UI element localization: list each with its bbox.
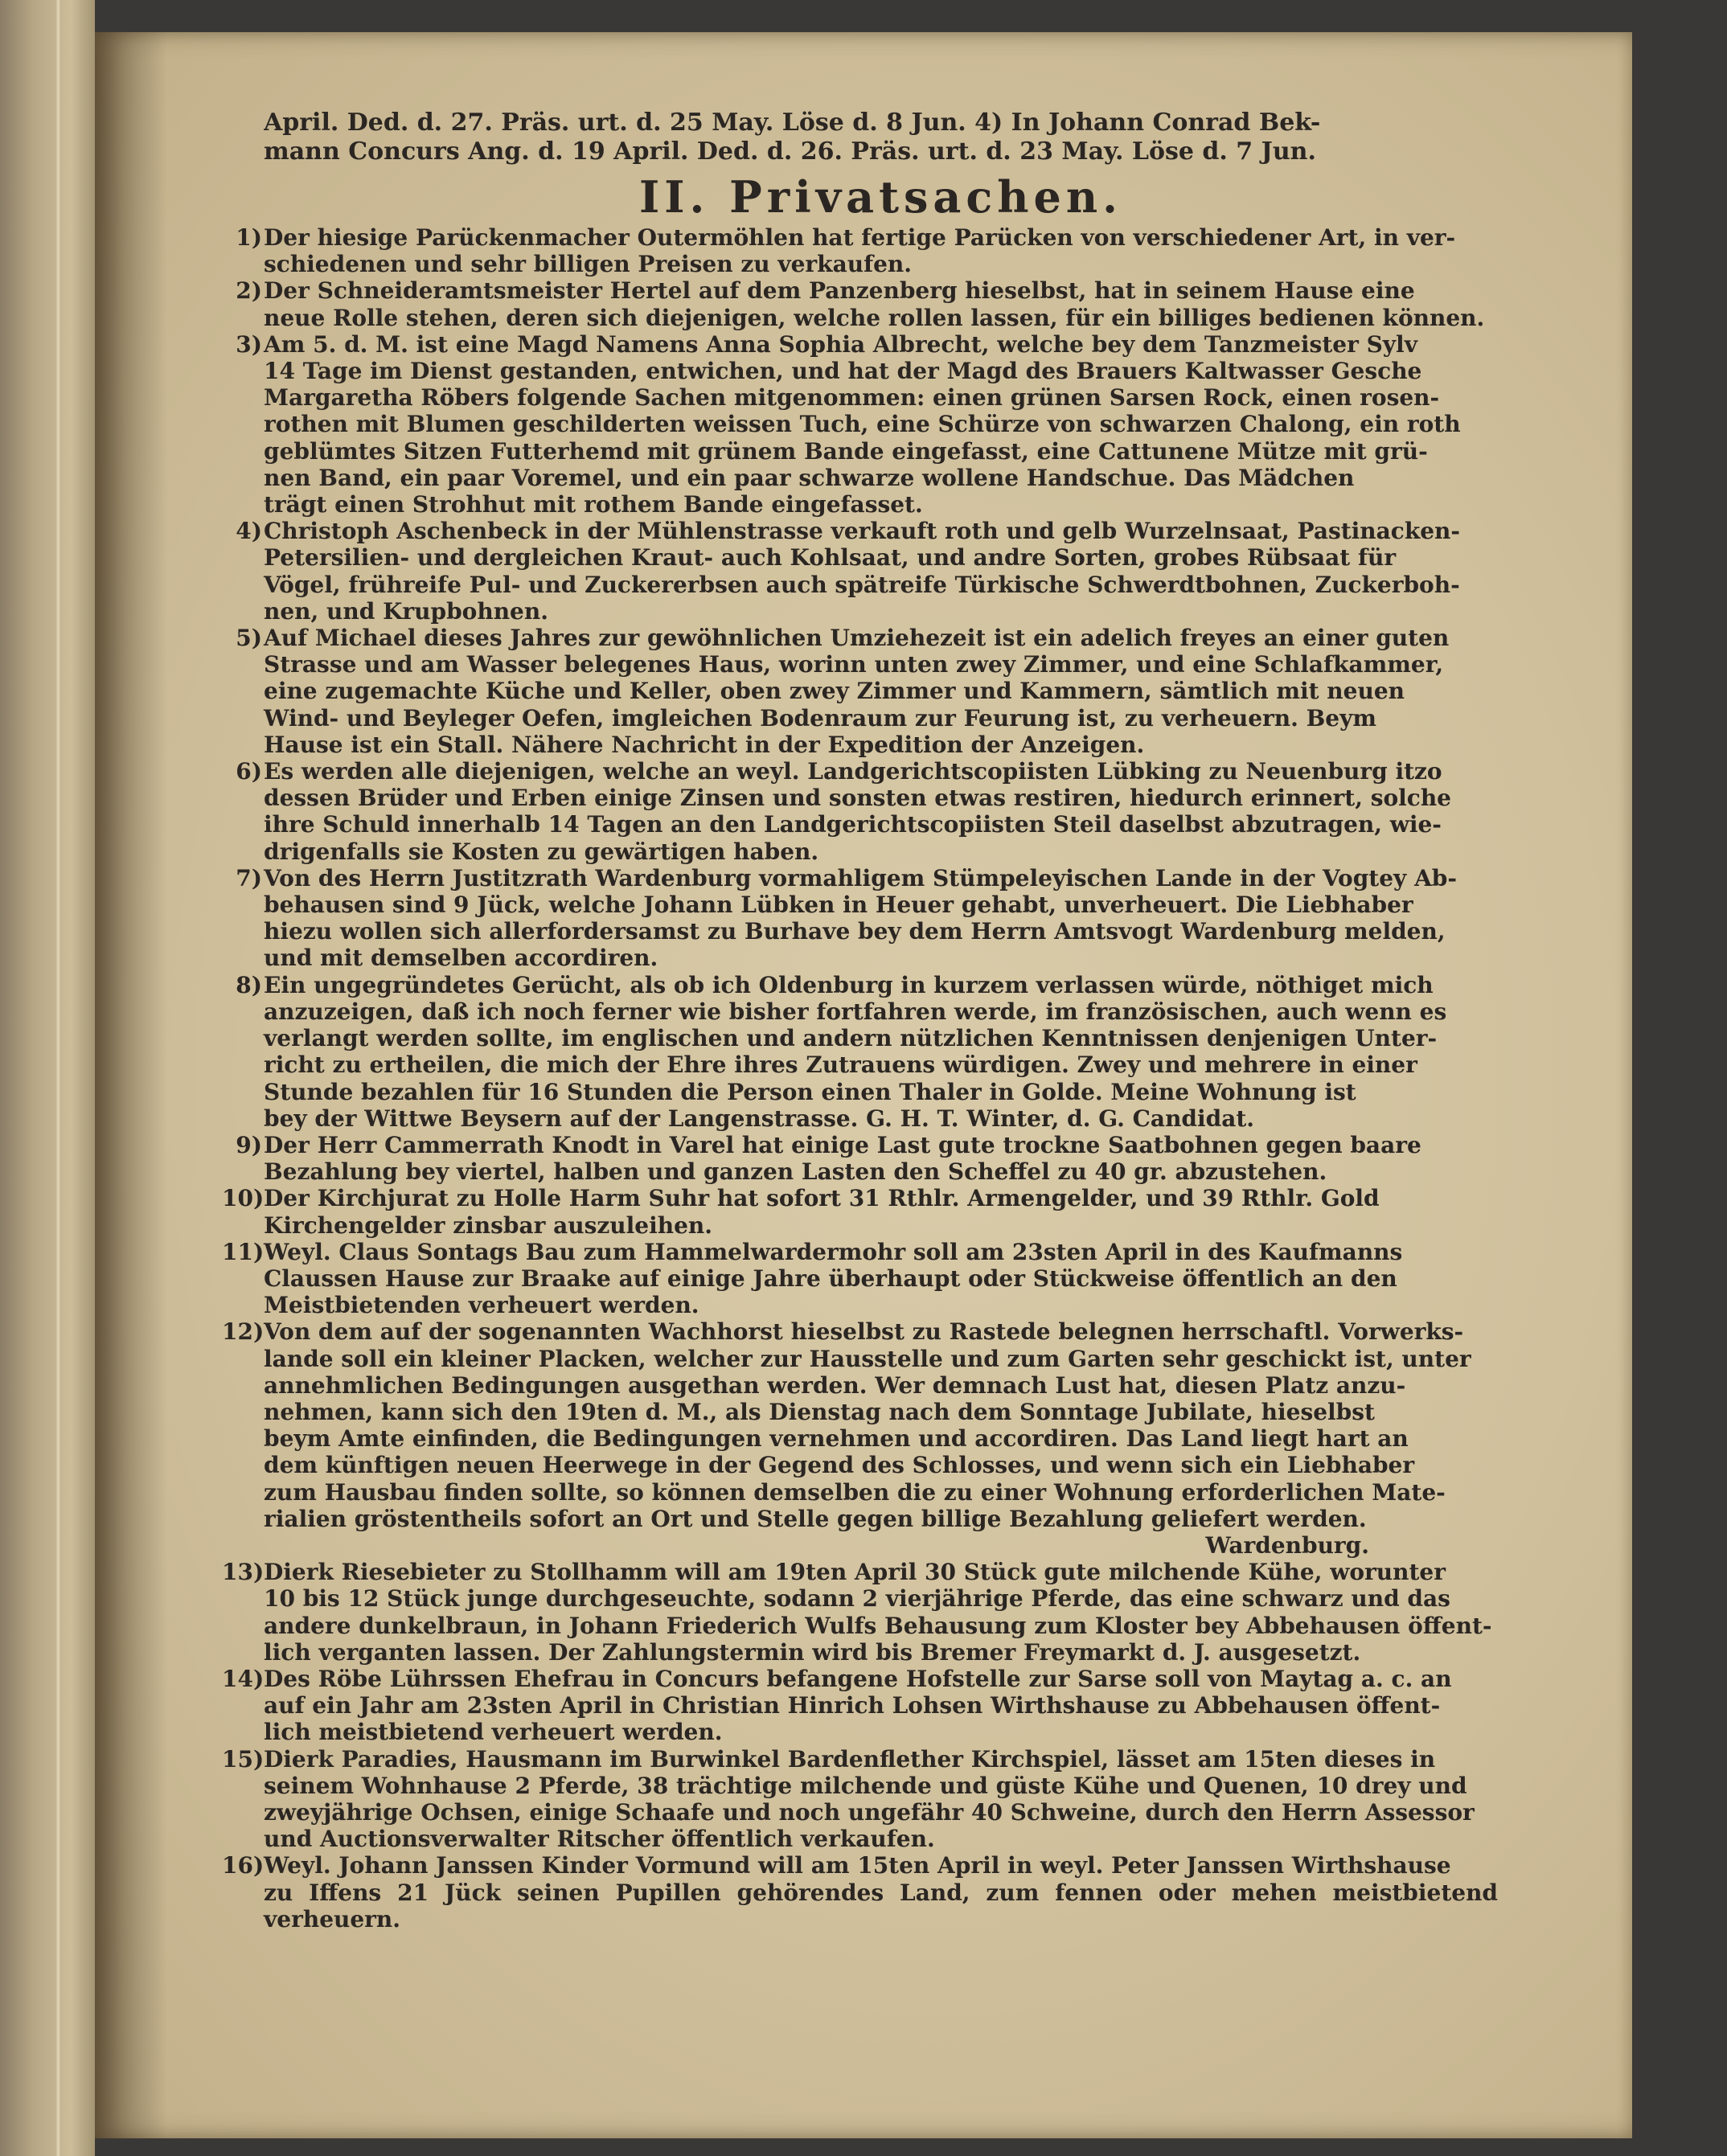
notice-number: 12) [222, 1318, 265, 1346]
notice-text: Weyl. Claus Sontags Bau zum Hammelwardermohr soll am 23sten April in des Kaufmanns Claussen Hause zur Braake auf einige Jahre überhaupt oder Stückweise öffentlich an den Meistbietenden verheuert werden. [264, 1238, 1403, 1319]
notice-text: Der Kirchjurat zu Holle Harm Suhr hat sofort 31 Rthlr. Armengelder, und 39 Rthlr. Gold Kirchengelder zinsbar auszuleihen. [264, 1185, 1380, 1239]
notice-number: 4) [236, 518, 262, 545]
notice-number: 10) [222, 1185, 265, 1212]
notice-text: Der hiesige Parückenmacher Outermöhlen hat fertige Parücken von verschiedener Art, in ver- schiedenen und sehr billigen Preisen zu verkaufen. [264, 224, 1456, 278]
notice-number: 9) [236, 1131, 262, 1158]
notice-text: Ein ungegründetes Gerücht, als ob ich Oldenburg in kurzem verlassen würde, nöthiget mich anzuzeigen, daß ich noch ferner wie bisher fortfahren werde, im französischen, auch wenn es verlangt werden sollte, im englischen und andern nützlichen Kenntnissen denjenigen Unter- richt zu ertheilen, die mich der Ehre ihres Zutrauens würdigen. Zwey und mehrere in einer Stunde bezahlen für 16 Stunden die Person einen Thaler in Golde. Meine Wohnung ist bey der Wittwe Beysern auf der Langenstrasse. G. H. T. Winter, d. G. Candidat. [264, 971, 1447, 1132]
notice-item [236, 330, 1498, 519]
notice-text: Von dem auf der sogenannten Wachhorst hieselbst zu Rastede belegnen herrschaftl. Vorwerks- lande soll ein kleiner Placken, welcher zur Hausstelle und zum Garten sehr geschickt ist, unter annehmlichen Bedingungen ausgethan werden. Wer demnach Lust hat, diesen Platz anzu- nehmen, kann sich den 19ten d. M., als Dienstag nach dem Sonntage Jubilate, hieselbst beym Amte einfinden, die Bedingungen vernehmen und accordiren. Das Land liegt hart an dem künftigen neuen Heerwege in der Gegend des Schlosses, und wenn sich ein Liebhaber zum Hausbau finden sollte, so können demselben die zu einer Wohnung erforderlichen Mate- rialien gröstentheils sofort an Ort und Stelle gegen billige Bezahlung geliefert werden. [264, 1318, 1471, 1532]
document-page [95, 32, 1632, 2138]
notice-item [236, 758, 1498, 865]
notice-number: 16) [222, 1852, 265, 1879]
notice-text: Christoph Aschenbeck in der Mühlenstrasse verkauft roth und gelb Wurzelnsaat, Pastinacken- Petersilien- und dergleichen Kraut- auch Kohlsaat, und andre Sorten, grobes Rübsaat für Vögel, frühreife Pul- und Zuckererbsen auch spätreife Türkische Schwerdtbohnen, Zuckerboh- nen, und Krupbohnen. [264, 518, 1461, 625]
notice-item [236, 224, 1498, 278]
notice-number: 11) [222, 1238, 265, 1265]
gutter-shadow [95, 32, 167, 2138]
page-fold [56, 0, 61, 2156]
notice-text: Des Röbe Lührssen Ehefrau in Concurs befangene Hofstelle zur Sarse soll von Maytag a. c. an auf ein Jahr am 23sten April in Christian Hinrich Lohsen Wirthshause zu Abbehausen öffent- lich meistbietend verheuert werden. [264, 1665, 1452, 1746]
notice-text: Von des Herrn Justitzrath Wardenburg vormahligem Stümpeleyischen Lande in der Vogtey Ab- behausen sind 9 Jück, welche Johann Lübken in Heuer gehabt, unverheuert. Die Liebhaber hiezu wollen sich allerfordersamst zu Burhave bey dem Herrn Amtsvogt Wardenburg melden, und mit demselben accordiren. [264, 864, 1457, 972]
header-line-2: mann Concurs Ang. d. 19 April. Ded. d. 26. Präs. urt. d. 23 May. Löse d. 7 Jun. [264, 137, 1316, 166]
notice-number: 3) [236, 330, 262, 358]
notice-number: 6) [236, 758, 262, 785]
notice-text: Dierk Riesebieter zu Stollhamm will am 19ten April 30 Stück gute milchende Kühe, worunter 10 bis 12 Stück junge durchgeseuchte, sodann 2 vierjährige Pferde, das eine schwarz und das andere dunkelbraun, in Johann Friederich Wulfs Behausung zum Kloster bey Abbehausen öffent- lich verganten lassen. Der Zahlungstermin wird bis Bremer Freymarkt d. J. ausgesetzt. [264, 1559, 1492, 1666]
notice-item [222, 1745, 1498, 1853]
notice-item [236, 971, 1498, 1132]
notice-number: 1) [236, 224, 262, 251]
notice-number: 15) [222, 1745, 265, 1773]
notice-item [222, 1238, 1498, 1319]
notice-item [222, 1185, 1498, 1239]
left-page-edge [0, 0, 95, 2156]
notice-list [222, 224, 1498, 1933]
notice-text: Am 5. d. M. ist eine Magd Namens Anna Sophia Albrecht, welche bey dem Tanzmeister Sylv 14 Tage im Dienst gestanden, entwichen, und hat der Magd des Brauers Kaltwasser Gesche Margaretha Röbers folgende Sachen mitgenommen: einen grünen Sarsen Rock, einen rosen- rothen mit Blumen geschilderten weissen Tuch, eine Schürze von schwarzen Chalong, ein roth geblümtes Sitzen Futterhemd mit grünem Bande eingefasst, eine Cattunene Mütze mit grü- nen Band, ein paar Voremel, und ein paar schwarze wollene Handschue. Das Mädchen trägt einen Strohhut mit rothem Bande eingefasset. [264, 330, 1461, 519]
notice-number: 14) [222, 1665, 265, 1692]
notice-text: Weyl. Johann Janssen Kinder Vormund will am 15ten April in weyl. Peter Janssen Wirthshause zu Iffens 21 Jück seinen Pupillen gehörendes Land, zum fennen oder mehen meistbietend verheuern. [264, 1852, 1498, 1933]
header-line-1: April. Ded. d. 27. Präs. urt. d. 25 May. Löse d. 8 Jun. 4) In Johann Conrad Bek- [264, 109, 1321, 137]
page-content [222, 109, 1498, 1933]
notice-number: 8) [236, 971, 262, 998]
section-title: II. Privatsachen. [639, 171, 1122, 223]
notice-item [236, 1131, 1498, 1186]
notice-item [222, 1852, 1498, 1933]
notice-text: Der Herr Cammerrath Knodt in Varel hat einige Last gute trockne Saatbohnen gegen baare Bezahlung bey viertel, halben und ganzen Lasten den Scheffel zu 40 gr. abzustehen. [264, 1131, 1421, 1186]
notice-text: Dierk Paradies, Hausmann im Burwinkel Bardenflether Kirchspiel, lässet am 15ten dieses in seinem Wohnhause 2 Pferde, 38 trächtige milchende und güste Kühe und Quenen, 10 drey und zweyjährige Ochsen, einige Schaafe und noch ungefähr 40 Schweine, durch den Herrn Assessor und Auctionsverwalter Ritscher öffentlich verkaufen. [264, 1745, 1475, 1853]
notice-text: Der Schneideramtsmeister Hertel auf dem Panzenberg hieselbst, hat in seinem Hause eine neue Rolle stehen, deren sich diejenigen, welche rollen lassen, für ein billiges bedienen können. [264, 277, 1485, 331]
notice-item [236, 864, 1498, 972]
notice-text: Auf Michael dieses Jahres zur gewöhnlichen Umziehezeit ist ein adelich freyes an einer guten Strasse und am Wasser belegenes Haus, worinn unten zwey Zimmer, und eine Schlafkammer, eine zugemachte Küche und Keller, oben zwey Zimmer und Kammern, sämtlich mit neuen Wind- und Beyleger Oefen, imgleichen Bodenraum zur Feurung ist, zu verheuern. Beym Hause ist ein Stall. Nähere Nachricht in der Expedition der Anzeigen. [264, 625, 1450, 758]
notice-item [236, 625, 1498, 758]
notice-number: 7) [236, 864, 262, 892]
notice-text: Es werden alle diejenigen, welche an weyl. Landgerichtscopiisten Lübking zu Neuenburg itzo dessen Brüder und Erben einige Zinsen und sonsten etwas restiren, hiedurch erinnert, solche ihre Schuld innerhalb 14 Tagen an den Landgerichtscopiisten Steil daselbst abzutragen, wie- drigenfalls sie Kosten zu gewärtigen haben. [264, 758, 1451, 865]
notice-number: 2) [236, 277, 262, 305]
notice-signature: Wardenburg. [1205, 1531, 1369, 1559]
notice-item [236, 518, 1498, 625]
notice-number: 5) [236, 625, 262, 652]
notice-item [236, 277, 1498, 331]
notice-item [222, 1559, 1498, 1666]
notice-item [222, 1318, 1498, 1559]
notice-number: 13) [222, 1559, 265, 1586]
notice-item [222, 1665, 1498, 1746]
